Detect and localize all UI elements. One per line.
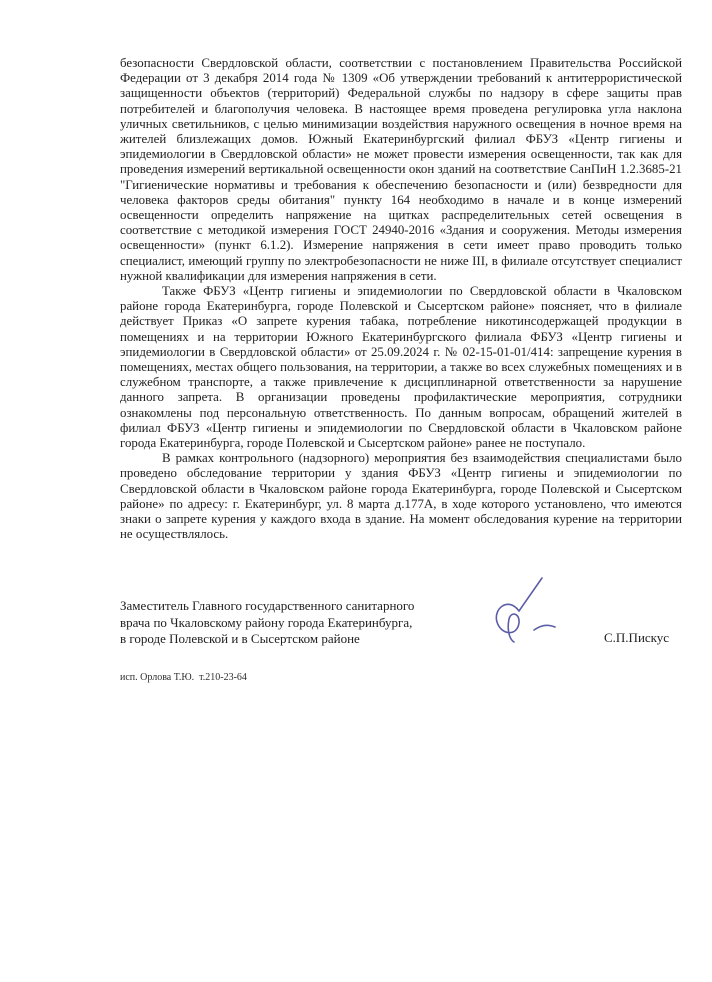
signature-block xyxy=(120,598,480,648)
signatory-title-line-1: Заместитель Главного государственного санитарного xyxy=(120,598,415,613)
paragraph-smoking-order: Также ФБУЗ «Центр гигиены и эпидемиологии по Свердловской области в Чкаловском районе города Екатеринбурга, городе Полевской и Сысертском районе» поясняет, что в филиале действует Приказ «О запрете курения табака, потребление никотинсодержащей продукции в помещениях и на территории Южного Екатеринбургского филиала ФБУЗ «Центр гигиены и эпидемиологии в Свердловской области» от 25.09.2024 г. № 02-15-01-01/414: запрещение курения в помещениях, местах общего пользования, на территории, а также во всех служебных помещениях и в служебном транспорте, а также привлечение к дисциплинарной ответственности за нарушение данного запрета. В организации проведены профилактические мероприятия, сотрудники ознакомлены под персональную ответственность. По данным вопросам, обращений жителей в филиал ФБУЗ «Центр гигиены и эпидемиологии по Свердловской области в Чкаловском районе города Екатеринбурга, городе Полевской и Сысертском районе» ранее не поступало. xyxy=(120,284,682,451)
signatory-name: С.П.Пискус xyxy=(604,630,670,645)
paragraph-continuation: безопасности Свердловской области, соответствии с постановлением Правительства Российской Федерации от 3 декабря 2014 года № 1309 «Об утверждении требований к антитеррористической защищенности объектов (территорий) Федеральной службы по надзору в сфере защиты прав потребителей и благополучия человека. В настоящее время проведена регулировка угла наклона уличных светильников, с целью минимизации воздействия наружного освещения в ночное время на жителей близлежащих домов. Южный Екатеринбургский филиал ФБУЗ «Центр гигиены и эпидемиологии в Свердловской области» не может провести измерения освещенности, так как для проведения измерений вертикальной освещенности окон зданий на соответствие СанПиН 1.2.3685-21 "Гигиенические нормативы и требования к обеспечению безопасности и (или) безвредности для человека факторов среды обитания" пункту 164 необходимо в начале и в конце измерений освещенности определить напряжение на щитках распределительных сетей освещения в соответствие с методикой измерения ГОСТ 24940-2016 «Здания и сооружения. Методы измерения освещенности» (пункт 6.1.2). Измерение напряжения в сети имеет право проводить только специалист, имеющий группу по электробезопасности не ниже III, в филиале отсутствует специалист нужной квалификации для измерения напряжения в сети. xyxy=(120,56,682,283)
signatory-title-line-3: в городе Полевской и в Сысертском районе xyxy=(120,631,360,646)
handwritten-signature-icon xyxy=(488,576,572,650)
signatory-title-line-2: врача по Чкаловскому району города Екатеринбурга, xyxy=(120,614,413,630)
executor-note: исп. Орлова Т.Ю. т.210-23-64 xyxy=(120,672,247,683)
paragraph-inspection: В рамках контрольного (надзорного) мероприятия без взаимодействия специалистами было проведено обследование территории у здания ФБУЗ «Центр гигиены и эпидемиологии по Свердловской области в Чкаловском районе города Екатеринбурга, городе Полевской и Сысертском районе» по адресу: г. Екатеринбург, ул. 8 марта д.177А, в ходе которого установлено, что имеются знаки о запрете курения у каждого входа в здание. На момент обследования курение на территории не осуществлялось. xyxy=(120,451,682,542)
document-body xyxy=(120,56,682,543)
